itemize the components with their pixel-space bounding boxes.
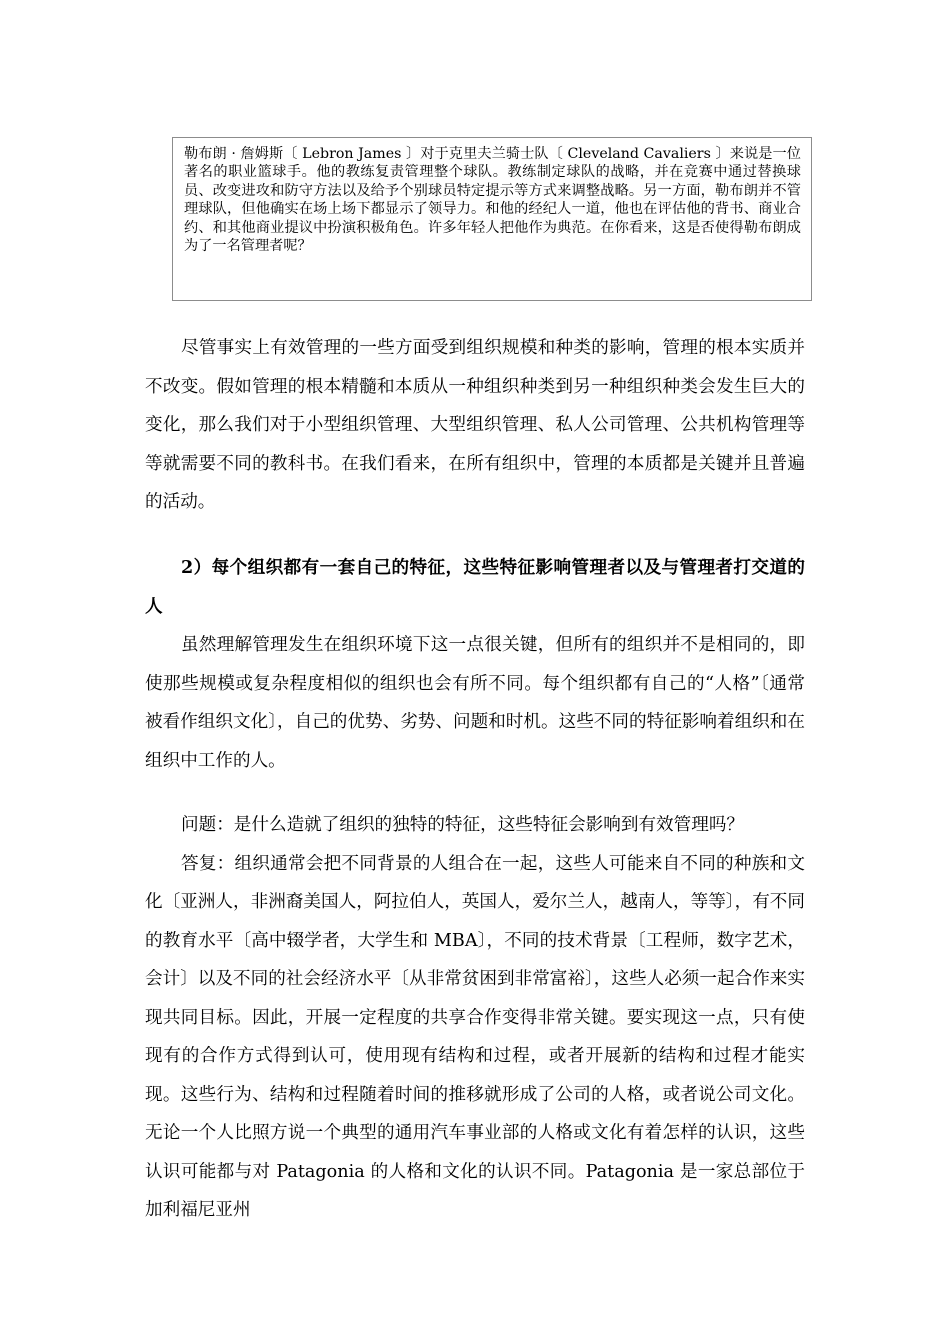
body-paragraph: 尽管事实上有效管理的一些方面受到组织规模和种类的影响，管理的根本实质并不改变。假如管理的根本精髓和本质从一种组织种类到另一种组织种类会发生巨大的变化，那么我们对于小型组织管理、大型组织管理、私人公司管理、公共机构管理等等就需要不同的教科书。在我们看来，在所有组织中，管理的本质都是关键并且普遍的活动。 (145, 338, 805, 512)
section-block-2 (145, 549, 805, 780)
case-text-box (172, 137, 812, 301)
body-paragraph: 虽然理解管理发生在组织环境下这一点很关键，但所有的组织并不是相同的，即使那些规模或复杂程度相似的组织也会有所不同。每个组织都有自己的“人格”〔通常被看作组织文化〕，自己的优势、劣势、问题和时机。这些不同的特征影响着组织和在组织中工作的人。 (145, 635, 805, 771)
paragraph-block-1 (145, 329, 805, 522)
qa-block (145, 806, 805, 1230)
question-paragraph: 问题：是什么造就了组织的独特的特征，这些特征会影响到有效管理吗？ (181, 815, 745, 835)
case-text: 勒布朗 · 詹姆斯〔 Lebron James 〕对于克里夫兰骑士队〔 Cleveland Cavaliers 〕来说是一位著名的职业篮球手。他的教练复责管理整个球队。教练制定球队的战略，并在竞赛中通过替换球员、改变进攻和防守方法以及给予个别球员特定提示等方式来调整战略。另一方面，勒布朗并不管理球队，但他确实在场上场下都显示了领导力。和他的经纪人一道，他也在评估他的背书、商业合约、和其他商业提议中扮演积极角色。许多年轻人把他作为典范。在你看来，这是否使得勒布朗成为了一名管理者呢？ (184, 146, 801, 255)
answer-paragraph: 答复：组织通常会把不同背景的人组合在一起，这些人可能来自不同的种族和文化〔亚洲人，非洲裔美国人，阿拉伯人，英国人，爱尔兰人，越南人，等等〕，有不同的教育水平〔高中辍学者，大学生和 MBA〕，不同的技术背景〔工程师，数字艺术，会计〕以及不同的社会经济水平〔从非常贫困到非常富裕〕，这些人必须一起合作来实现共同目标。因此，开展一定程度的共享合作变得非常关键。要实现这一点，只有使现有的合作方式得到认可，使用现有结构和过程，或者开展新的结构和过程才能实现。这些行为、结构和过程随着时间的推移就形成了公司的人格，或者说公司文化。无论一个人比照方说一个典型的通用汽车事业部的人格或文化有着怎样的认识，这些认识可能都与对 Patagonia 的人格和文化的认识不同。Patagonia 是一家总部位于加利福尼亚州 (145, 853, 805, 1220)
section-heading: 2）每个组织都有一套自己的特征，这些特征影响管理者以及与管理者打交道的人 (145, 557, 805, 617)
